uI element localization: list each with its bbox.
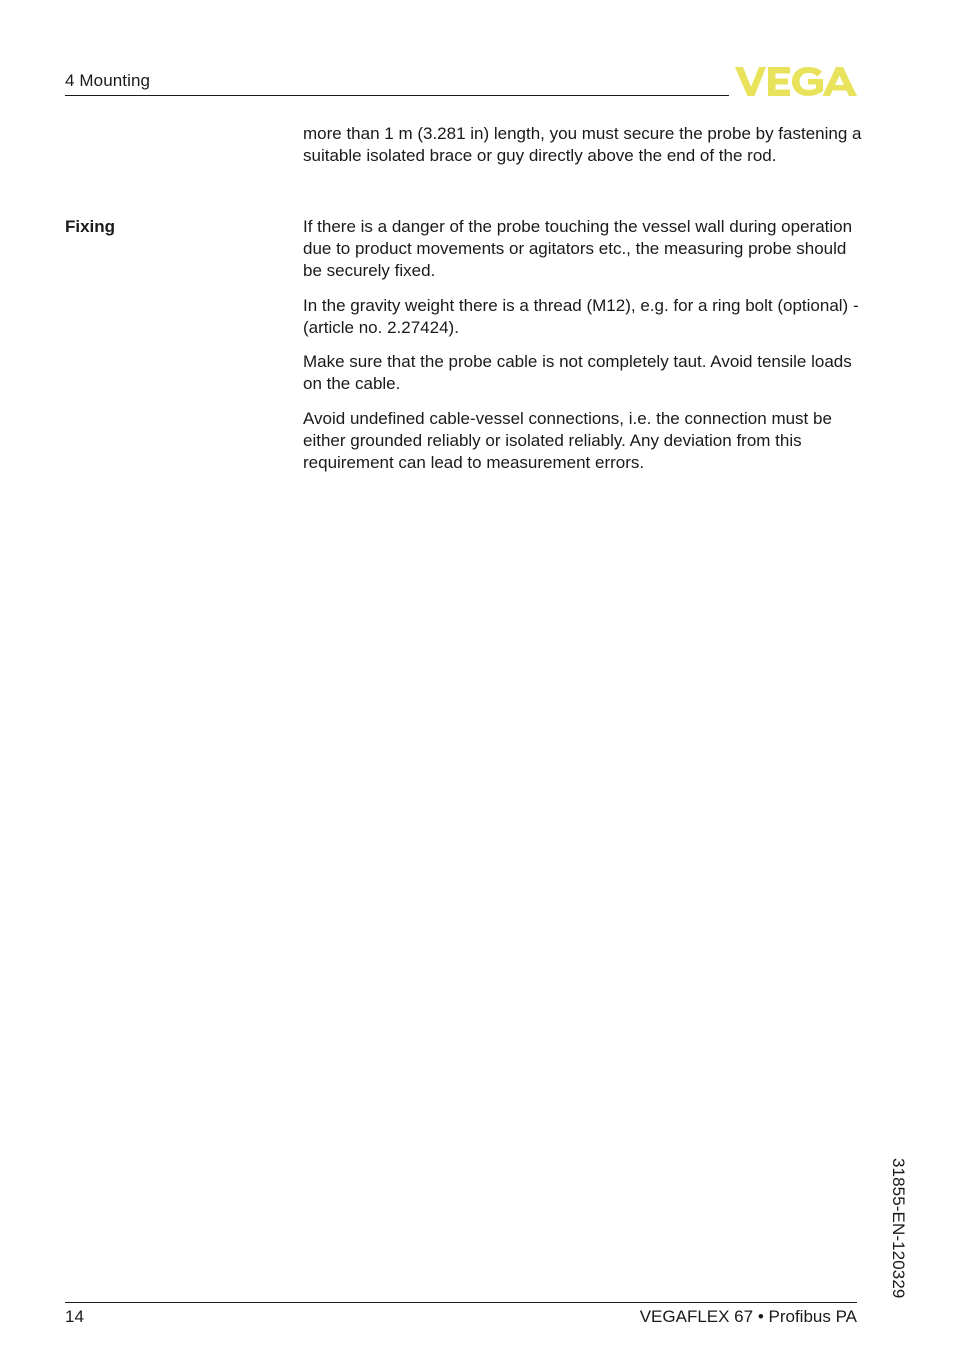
chapter-heading: 4 Mounting bbox=[65, 71, 151, 90]
fixing-section bbox=[303, 216, 863, 486]
fixing-paragraph-4: Avoid undefined cable-vessel connections, i.e. the connection must be either grounded reliably or isolated reliably. Any deviation from this requirement can lead to measurement errors. bbox=[303, 408, 832, 472]
fixing-paragraph-2: In the gravity weight there is a thread (M12), e.g. for a ring bolt (optional) - (article no. 2.27424). bbox=[303, 295, 859, 337]
page-number: 14 bbox=[65, 1307, 84, 1326]
product-name: VEGAFLEX 67 • Profibus PA bbox=[639, 1307, 857, 1326]
fixing-paragraph-3: Make sure that the probe cable is not completely taut. Avoid tensile loads on the cable. bbox=[303, 352, 852, 393]
intro-paragraph: more than 1 m (3.281 in) length, you must secure the probe by fastening a suitable isolated brace or guy directly above the end of the rod. bbox=[303, 124, 862, 165]
footer-divider bbox=[65, 1302, 857, 1303]
fixing-paragraph-1: If there is a danger of the probe touching the vessel wall during operation due to product movements or agitators etc., the measuring probe should be securely fixed. bbox=[303, 217, 853, 280]
header-divider bbox=[65, 95, 729, 96]
intro-section bbox=[303, 123, 863, 180]
document-number: 31855-EN-120329 bbox=[889, 1158, 908, 1299]
vega-logo bbox=[735, 66, 857, 97]
fixing-heading: Fixing bbox=[65, 217, 116, 236]
